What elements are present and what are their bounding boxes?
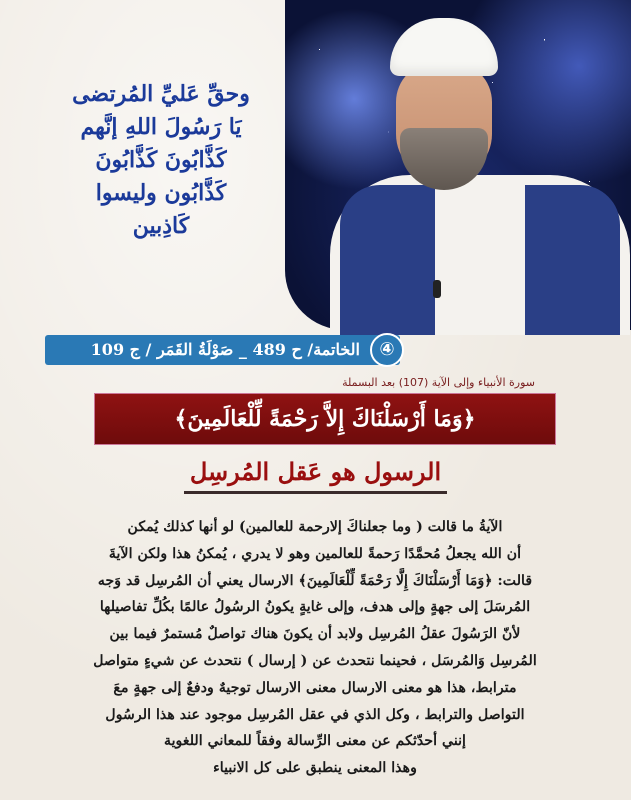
microphone-icon xyxy=(433,280,441,298)
sura-note: سورة الأنبياء وإلى الآية (107) بعد البسملة xyxy=(342,376,535,389)
body-line: وهذا المعنى ينطبق على كل الانبياء xyxy=(213,760,417,777)
body-line: التواصل والترابط ، وكل الذي في عقل المُرسِل موجود عند هذا الرسُول xyxy=(105,706,525,723)
episode-info-text: الخاتمة/ ح 489 _ صَوْلَةُ القَمَر / ج 109 xyxy=(90,340,360,359)
episode-number-badge: ④ xyxy=(370,333,404,367)
body-line: لأنّ الرَسُولَ عقلُ المُرسِل ولابد أن يكونَ هناك تواصلٌ مُستمرٌ فيما بين xyxy=(109,626,521,643)
section-heading xyxy=(0,455,631,494)
body-line: المُرسَلَ إلى جهةٍ وإلى هدف، وإلى غايةٍ يكونُ الرسُولُ عالمًا بكُلِّ تفاصيلها xyxy=(99,599,531,616)
poem-line: كَذَّابُون وليسوا xyxy=(95,180,227,206)
poem-line: كَاذِبين xyxy=(132,213,190,239)
body-text xyxy=(10,514,620,782)
body-line: المُرسِل وَالمُرسَل ، فحينما نتحدث عن ( إرسال ) نتحدث عن شيءٍ متواصل xyxy=(93,652,537,669)
body-line: مترابط، هذا هو معنى الارسال معنى الارسال توجيهٌ ودفعٌ إلى جهةٍ معَ xyxy=(113,679,517,696)
verse-text: ﴿وَمَا أَرْسَلْنَاكَ إِلاَّ رَحْمَةً لِّلْعَالَمِينَ﴾ xyxy=(174,406,476,432)
white-cap xyxy=(390,18,498,76)
body-line: إنني أحدّثكم عن معنى الرِّسالة وفقاً للمعاني اللغوية xyxy=(164,733,466,750)
body-line: قالت: ﴿وَمَا أَرْسَلْنَاكَ إِلَّا رَحْمَةً لِّلْعَالَمِينَ﴾ الارسال يعني أن المُرسِل قد وَجه xyxy=(97,572,533,589)
vest-left xyxy=(340,185,435,335)
vest-right xyxy=(525,185,620,335)
heading-text: الرسول هو عَقل المُرسِل xyxy=(184,455,447,494)
poem-line: كَذَّابُونَ كَذَّابُونَ xyxy=(95,147,227,173)
poem-line: وحقِّ عَليِّ المُرتضى xyxy=(72,81,250,107)
poem-block xyxy=(30,78,292,243)
poem-line: يَا رَسُولَ اللهِ إنَّهم xyxy=(80,114,242,140)
body-line: الآيةُ ما قالت ( وما جعلناكَ إلارحمة للعالمين) لو أنها كذلك يُمكن xyxy=(127,519,503,535)
episode-info-bar xyxy=(45,335,400,365)
speaker-portrait xyxy=(330,10,630,330)
body-line: أن الله يجعلُ مُحمَّدًا رَحمةً للعالمين وهو لا يدري ، يُمكنُ هذا ولكن الآيةَ xyxy=(108,545,522,562)
verse-banner xyxy=(94,393,556,445)
